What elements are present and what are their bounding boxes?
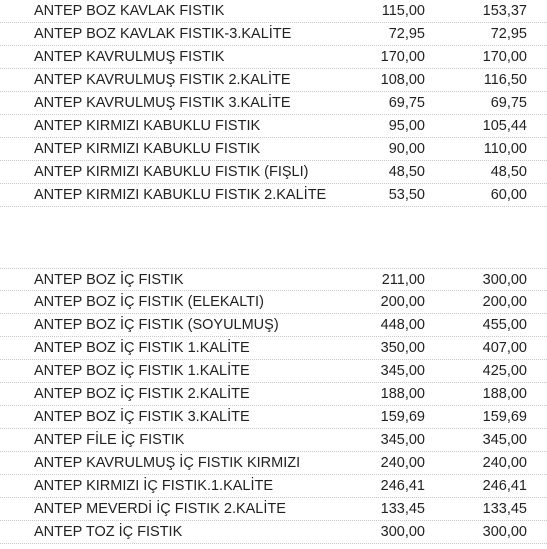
- price-min: 115,00: [381, 3, 425, 19]
- price-max: 48,50: [490, 164, 527, 180]
- product-name: ANTEP BOZ İÇ FISTIK: [34, 272, 184, 288]
- price-min: 48,50: [388, 164, 425, 180]
- price-min: 345,00: [380, 432, 425, 448]
- product-name: ANTEP BOZ İÇ FISTIK 3.KALİTE: [34, 409, 250, 425]
- price-min: 211,00: [381, 272, 425, 288]
- table-row: [0, 521, 547, 544]
- price-max: 200,00: [482, 294, 527, 310]
- price-min: 72,95: [388, 26, 425, 42]
- price-max: 300,00: [482, 272, 527, 288]
- product-name: ANTEP KAVRULMUŞ FISTIK 2.KALİTE: [34, 72, 291, 88]
- price-max: 153,37: [482, 3, 527, 19]
- table-row: [0, 268, 547, 291]
- price-min: 240,00: [380, 455, 425, 471]
- product-name: ANTEP KIRMIZI KABUKLU FISTIK: [34, 118, 261, 134]
- price-min: 95,00: [388, 118, 425, 134]
- price-max: 345,00: [482, 432, 527, 448]
- product-name: ANTEP KIRMIZI İÇ FISTIK.1.KALİTE: [34, 478, 274, 494]
- product-name: ANTEP BOZ İÇ FISTIK 1.KALİTE: [34, 340, 250, 356]
- price-min: 200,00: [380, 294, 425, 310]
- price-max: 110,00: [483, 141, 527, 157]
- price-min: 53,50: [388, 187, 425, 203]
- price-min: 448,00: [380, 317, 425, 333]
- table-row: [0, 46, 547, 69]
- price-max: 188,00: [482, 386, 527, 402]
- product-name: ANTEP BOZ İÇ FISTIK (ELEKALTI): [34, 294, 264, 310]
- price-min: 300,00: [380, 524, 425, 540]
- table-row: [0, 92, 547, 115]
- product-name: ANTEP MEVERDİ İÇ FISTIK 2.KALİTE: [34, 501, 286, 517]
- price-max: 425,00: [482, 363, 527, 379]
- price-max: 105,44: [482, 118, 527, 134]
- product-name: ANTEP KAVRULMUŞ FISTIK: [34, 49, 225, 65]
- price-max: 72,95: [490, 26, 527, 42]
- table-row: [0, 291, 547, 314]
- price-min: 90,00: [388, 141, 425, 157]
- product-name: ANTEP KIRMIZI KABUKLU FISTIK (FIŞLI): [34, 164, 309, 180]
- product-name: ANTEP KAVRULMUŞ FISTIK 3.KALİTE: [34, 95, 291, 111]
- price-table-kernel: [0, 268, 547, 544]
- price-min: 69,75: [388, 95, 425, 111]
- table-row: [0, 475, 547, 498]
- price-max: 60,00: [490, 187, 527, 203]
- product-name: ANTEP BOZ İÇ FISTIK 1.KALİTE: [34, 363, 250, 379]
- product-name: ANTEP BOZ KAVLAK FISTIK-3.KALİTE: [34, 26, 292, 42]
- price-max: 300,00: [482, 524, 527, 540]
- price-max: 159,69: [482, 409, 527, 425]
- table-row: [0, 115, 547, 138]
- price-min: 345,00: [380, 363, 425, 379]
- product-name: ANTEP KIRMIZI KABUKLU FISTIK 2.KALİTE: [34, 187, 327, 203]
- table-row: [0, 452, 547, 475]
- price-max: 407,00: [482, 340, 527, 356]
- price-min: 350,00: [380, 340, 425, 356]
- product-name: ANTEP KIRMIZI KABUKLU FISTIK: [34, 141, 261, 157]
- product-name: ANTEP TOZ İÇ FISTIK: [34, 524, 183, 540]
- price-min: 159,69: [380, 409, 425, 425]
- price-max: 133,45: [482, 501, 527, 517]
- product-name: ANTEP FİLE İÇ FISTIK: [34, 432, 185, 448]
- table-row: [0, 138, 547, 161]
- price-min: 133,45: [380, 501, 425, 517]
- price-min: 188,00: [380, 386, 425, 402]
- table-row: [0, 498, 547, 521]
- price-min: 246,41: [380, 478, 425, 494]
- price-min: 170,00: [380, 49, 425, 65]
- table-row: [0, 23, 547, 46]
- price-max: 69,75: [490, 95, 527, 111]
- table-row: [0, 69, 547, 92]
- product-name: ANTEP BOZ İÇ FISTIK 2.KALİTE: [34, 386, 250, 402]
- table-row: [0, 161, 547, 184]
- table-row: [0, 0, 547, 23]
- table-row: [0, 429, 547, 452]
- price-max: 116,50: [483, 72, 527, 88]
- price-max: 170,00: [482, 49, 527, 65]
- product-name: ANTEP KAVRULMUŞ İÇ FISTIK KIRMIZI: [34, 455, 301, 471]
- table-row: [0, 360, 547, 383]
- table-row: [0, 383, 547, 406]
- product-name: ANTEP BOZ İÇ FISTIK (SOYULMUŞ): [34, 317, 279, 333]
- price-min: 108,00: [380, 72, 425, 88]
- table-row: [0, 314, 547, 337]
- price-max: 246,41: [482, 478, 527, 494]
- price-max: 455,00: [482, 317, 527, 333]
- product-name: ANTEP BOZ KAVLAK FISTIK: [34, 3, 225, 19]
- price-table-in-shell: [0, 0, 547, 207]
- table-row: [0, 406, 547, 429]
- table-row: [0, 337, 547, 360]
- price-max: 240,00: [482, 455, 527, 471]
- table-row: [0, 184, 547, 207]
